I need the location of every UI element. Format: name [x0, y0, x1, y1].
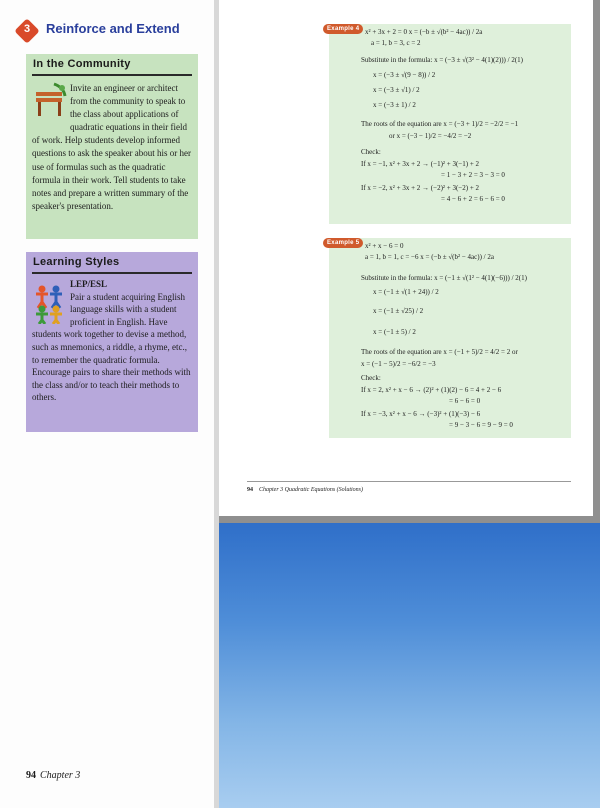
in-the-community-box [26, 54, 198, 239]
ex5-line: x = (−1 ± √25) / 2 [373, 307, 424, 315]
ex5-line: Substitute in the formula: x = (−1 ± √(1² − 4(1)(−6))) / 2(1) [361, 274, 527, 282]
example-5-box [329, 238, 571, 438]
styles-rule [32, 272, 192, 274]
ex4-line: If x = −1, x² + 3x + 2 → (−1)² + 3(−1) + 2 [361, 160, 480, 168]
ex4-line: = 1 − 3 + 2 = 3 − 3 = 0 [441, 171, 505, 179]
example-5-label: Example 5 [323, 238, 363, 248]
right-page-footer [247, 487, 593, 493]
styles-title: Learning Styles [33, 256, 120, 268]
ex5-line: Check: [361, 374, 381, 382]
ex5-line: The roots of the equation are x = (−1 + 5)/2 = 4/2 = 2 or [361, 348, 518, 356]
ex5-line: a = 1, b = 1, c = −6 x = (−b ± √(b² − 4ac)) / 2a [365, 253, 494, 261]
right-page-number: 94 [247, 487, 253, 493]
footer-rule [247, 481, 571, 482]
section-header [14, 18, 210, 44]
ex4-line: The roots of the equation are x = (−3 + 1)/2 = −2/2 = −1 [361, 120, 519, 128]
ex4-line: or x = (−3 − 1)/2 = −4/2 = −2 [389, 132, 472, 140]
student-page-shadow [219, 0, 600, 523]
ex5-line: If x = 2, x² + x − 6 → (2)² + (1)(2) − 6 = 4 + 2 − 6 [361, 386, 502, 394]
ex5-line: x = (−1 ± 5) / 2 [373, 328, 416, 336]
section-number-badge [14, 18, 40, 44]
community-rule [32, 74, 192, 76]
ex4-line: x = (−3 ± √1) / 2 [373, 86, 420, 94]
ex5-line: = 6 − 6 = 0 [449, 397, 481, 405]
community-text: Invite an engineer or architect from the community to speak to the class about applications of quadratic equations in their field of work. Help students develop informed questions to ask the speaker about his or her use of formulas such as the quadratic formula in their work. Tell students to take notes and prepare a written summary of the speaker's presentation. [32, 83, 191, 211]
ex4-line: a = 1, b = 3, c = 2 [371, 39, 421, 47]
student-page [219, 0, 593, 516]
ex4-line: x = (−3 ± √(9 − 8)) / 2 [373, 71, 436, 79]
ex4-line: x² + 3x + 2 = 0 x = (−b ± √(b² − 4ac)) / 2a [365, 28, 483, 36]
left-chapter-label: Chapter 3 [40, 770, 81, 781]
right-chapter-label: Chapter 3 Quadratic Equations (Solutions) [259, 487, 363, 493]
left-page-number: 94 [26, 770, 36, 781]
ex5-line: x² + x − 6 = 0 [365, 242, 404, 250]
ex4-line: Substitute in the formula: x = (−3 ± √(3² − 4(1)(2))) / 2(1) [361, 56, 523, 64]
ex5-line: = 9 − 3 − 6 = 9 − 9 = 0 [449, 421, 513, 429]
ex4-line: If x = −2, x² + 3x + 2 → (−2)² + 3(−2) + 2 [361, 184, 480, 192]
styles-subtitle: LEP/ESL [70, 279, 108, 289]
ex5-line: x = (−1 − 5)/2 = −6/2 = −3 [361, 360, 436, 368]
example-4-box [329, 24, 571, 224]
learning-styles-box [26, 252, 198, 432]
community-title: In the Community [33, 58, 131, 70]
ex5-line: x = (−1 ± √(1 + 24)) / 2 [373, 288, 439, 296]
styles-text: Pair a student acquiring English language skills with a student proficient in English. Have students work together to devise a method, such as mnemonics, a riddle, a rhyme, etc., to remember the quadratic formula. Encourage pairs to share their methods with the class and/or to teach their methods to others. [32, 291, 191, 403]
example-4-label: Example 4 [323, 24, 363, 34]
ex4-line: = 4 − 6 + 2 = 6 − 6 = 0 [441, 195, 505, 203]
left-page [0, 0, 214, 808]
ex4-line: Check: [361, 148, 381, 156]
sky-background-image [219, 523, 600, 808]
section-number: 3 [23, 23, 31, 35]
section-title: Reinforce and Extend [46, 21, 180, 36]
left-page-footer [26, 770, 80, 781]
ex5-line: If x = −3, x² + x − 6 → (−3)² + (1)(−3) − 6 [361, 410, 481, 418]
ex4-line: x = (−3 ± 1) / 2 [373, 101, 416, 109]
